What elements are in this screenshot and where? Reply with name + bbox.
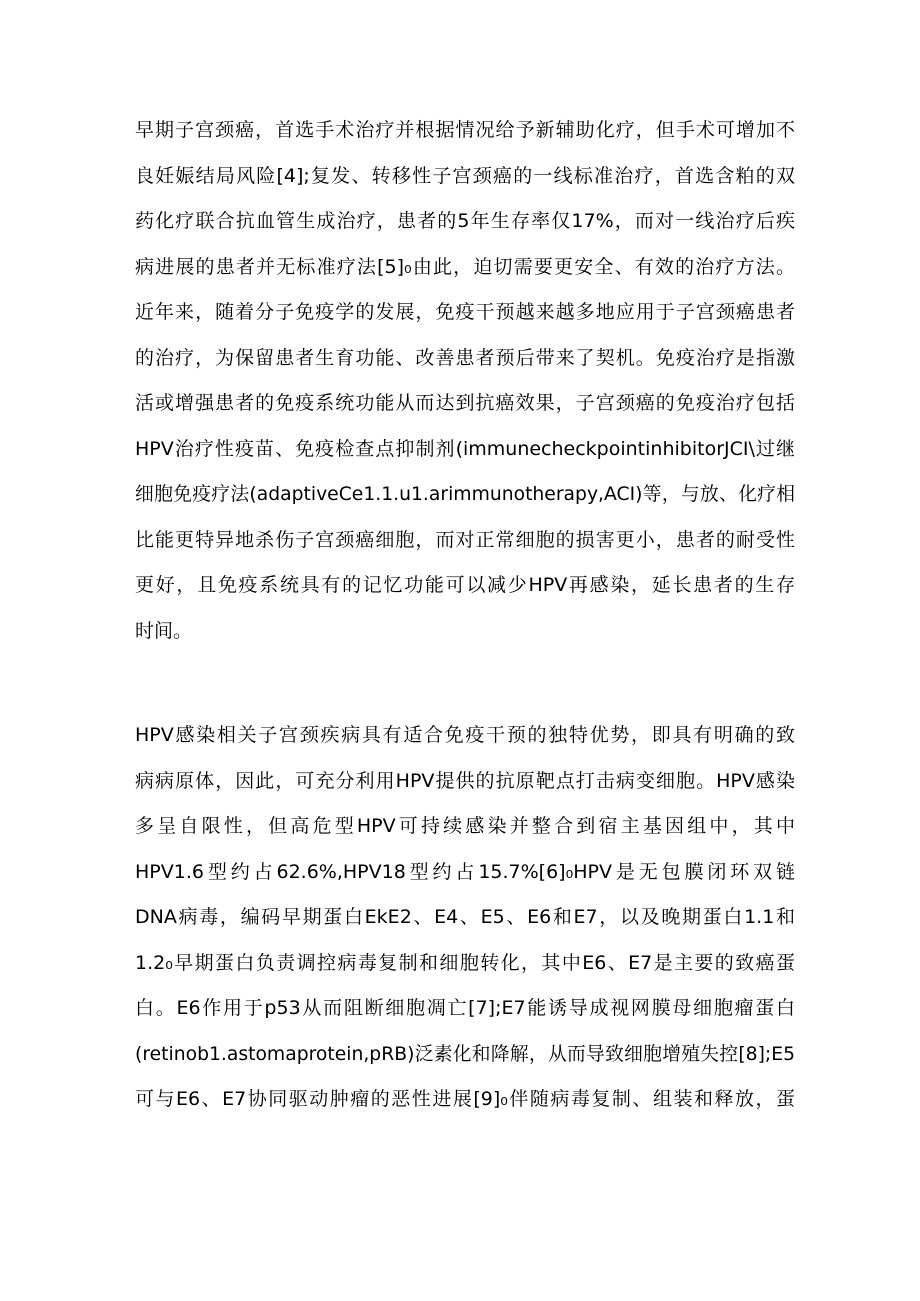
text-line: 白。E6作用于p53从而阻断细胞凋亡[7];E7能诱导成视网膜母细胞瘤蛋白 [135,997,795,1019]
text-line: 比能更特异地杀伤子宫颈癌细胞，而对正常细胞的损害更小，患者的耐受性 [135,528,795,551]
text-line: 活或增强患者的免疫系统功能从而达到抗癌效果，子宫颈癌的免疫治疗包括 [135,392,795,414]
text-line: 良妊娠结局风险[4];复发、转移性子宫颈癌的一线标准治疗，首选含粕的双 [135,164,795,187]
text-line: 细胞免疫疗法(adaptiveCe1.1.u1.arimmunotherapy,ACI)等，与放、化疗相 [135,484,795,505]
text-line: 病病原体，因此，可充分利用HPV提供的抗原靶点打击病变细胞。HPV感染 [135,769,795,792]
text-line: 的治疗，为保留患者生育功能、改善患者预后带来了契机。免疫治疗是指激 [135,346,795,369]
text-line: 药化疗联合抗血管生成治疗，患者的5年生存率仅17%，而对一线治疗后疾 [135,210,795,232]
text-line: 病进展的患者并无标准疗法[5]₀由此，迫切需要更安全、有效的治疗方法。 [135,255,795,278]
text-line: HPV治疗性疫苗、免疫检查点抑制剂(immunecheckpointinhibitorJCI\过继 [135,437,795,460]
text-line: (retinob1.astomaprotein,pRB)泛素化和降解，从而导致细胞增殖失控[8];E5 [135,1043,795,1065]
text-line: 1.2₀早期蛋白负责调控病毒复制和细胞转化，其中E6、E7是主要的致癌蛋 [135,951,795,974]
text-line: DNA病毒，编码早期蛋白EkE2、E4、E5、E6和E7，以及晚期蛋白1.1和 [135,906,795,928]
text-line: 可与E6、E7协同驱动肿瘤的恶性进展[9]₀伴随病毒复制、组装和释放，蛋 [135,1088,795,1110]
text-line: HPV1.6型约占62.6%,HPV18型约占15.7%[6]₀HPV是无包膜闭环双链 [135,860,795,883]
text-line: 时间。 [135,619,193,642]
text-line: 近年来，随着分子免疫学的发展，免疫干预越来越多地应用于子宫颈癌患者 [135,301,795,323]
text-line: 早期子宫颈癌，首选手术治疗并根据情况给予新辅助化疗，但手术可增加不 [135,119,795,141]
text-line: 更好，且免疫系统具有的记忆功能可以减少HPV再感染，延长患者的生存 [135,574,795,596]
paragraph-treatment-background [135,108,795,654]
text-line: HPV感染相关子宫颈疾病具有适合免疫干预的独特优势，即具有明确的致 [135,724,795,746]
paragraph-hpv-immunology [135,713,795,1123]
text-line: 多呈自限性，但高危型HPV可持续感染并整合到宿主基因组中，其中 [135,815,795,837]
